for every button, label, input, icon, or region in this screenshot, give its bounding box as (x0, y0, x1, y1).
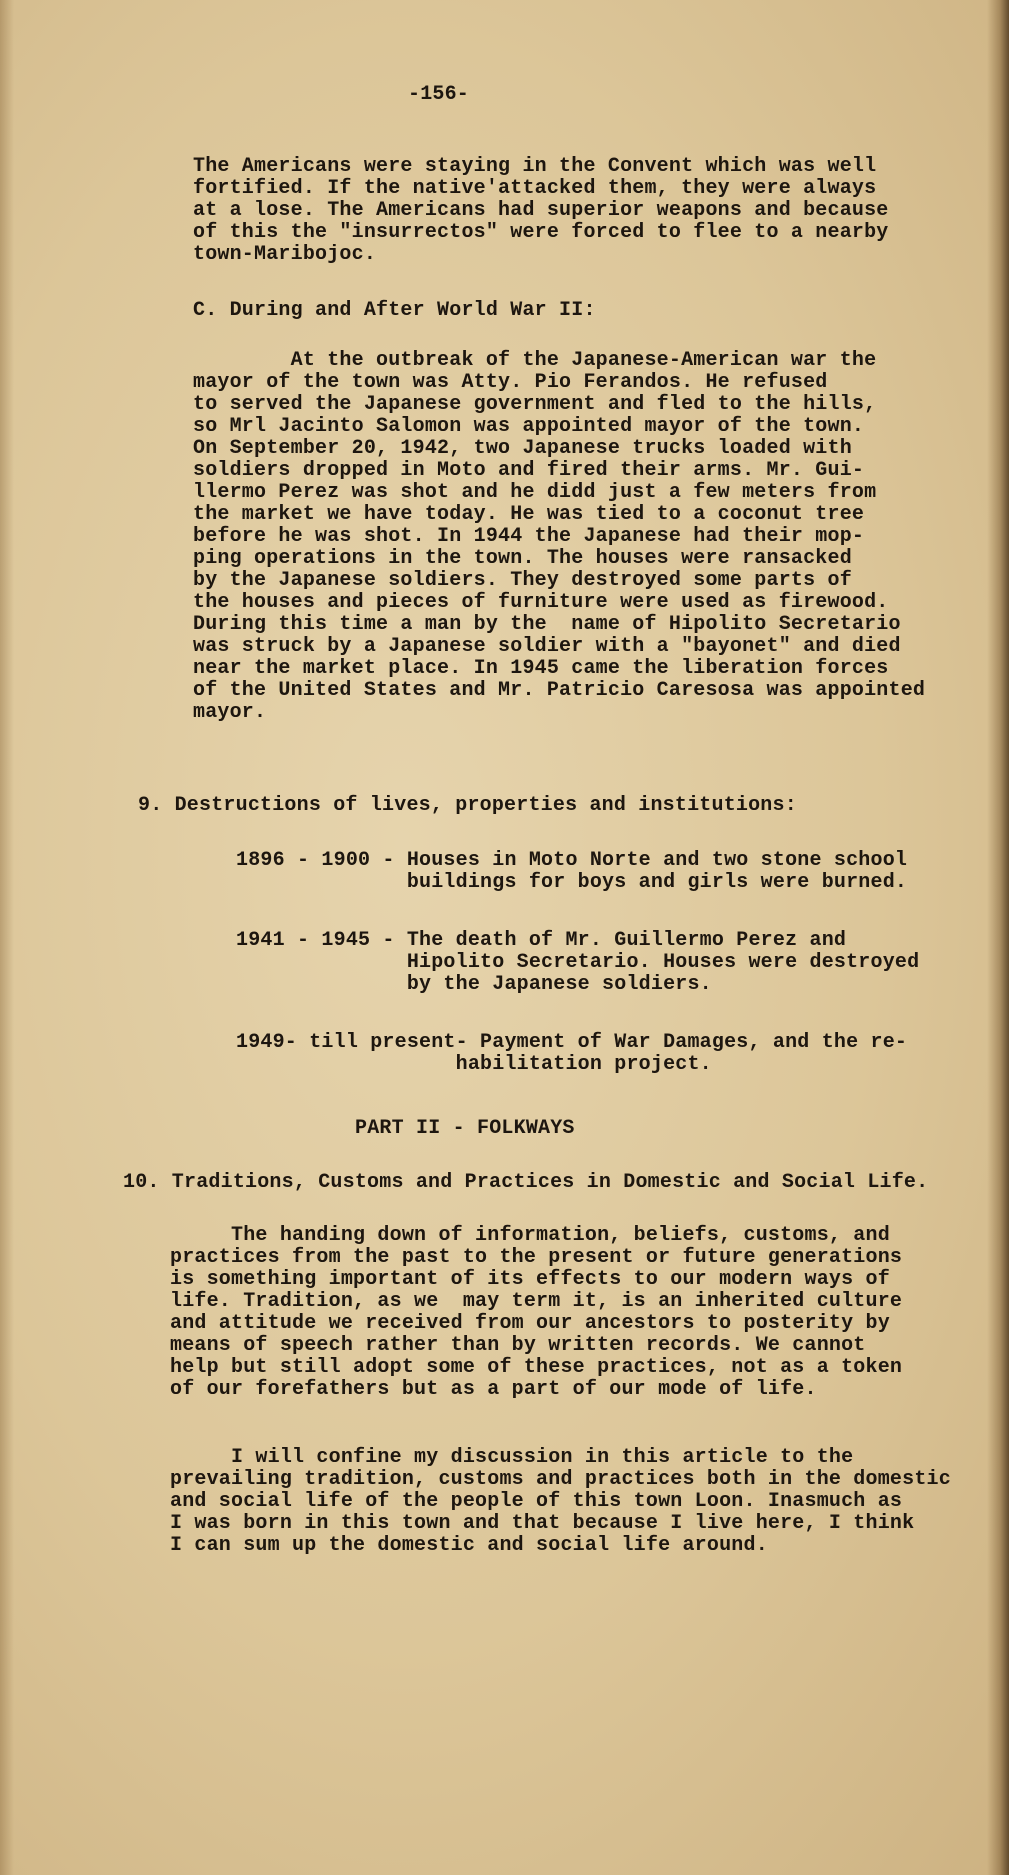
paragraph-americans-convent (193, 156, 889, 266)
page-number: -156- (408, 83, 470, 106)
text-line: of our forefathers but as a part of our mode of life. (170, 1378, 817, 1401)
text-line: On September 20, 1942, two Japanese trucks loaded with (193, 437, 852, 460)
text-line: mayor of the town was Atty. Pio Ferandos. He refused (193, 371, 828, 394)
text-line: fortified. If the native'attacked them, they were always (193, 177, 877, 200)
text-line: 1896 - 1900 - Houses in Moto Norte and two stone school (236, 849, 908, 872)
page-left-shadow (0, 0, 14, 1875)
text-line: and attitude we received from our ancestors to posterity by (170, 1312, 890, 1335)
text-line: town-Maribojoc. (193, 243, 377, 266)
text-line: habilitation project. (236, 1053, 712, 1076)
text-line: life. Tradition, as we may term it, is an inherited culture (170, 1290, 903, 1313)
text-line: I will confine my discussion in this article to the (170, 1446, 854, 1469)
text-line: before he was shot. In 1944 the Japanese had their mop- (193, 525, 865, 548)
text-line: of this the "insurrectos" were forced to flee to a nearby (193, 221, 889, 244)
text-line: mayor. (193, 701, 267, 724)
text-line: Hipolito Secretario. Houses were destroyed (236, 951, 920, 974)
text-line: buildings for boys and girls were burned. (236, 871, 908, 894)
text-line: The Americans were staying in the Convent which was well (193, 155, 877, 178)
text-line: The handing down of information, beliefs, customs, and (170, 1224, 890, 1247)
text-line: At the outbreak of the Japanese-American war the (193, 349, 877, 372)
paragraph-tradition-definition (170, 1225, 902, 1401)
text-line: During this time a man by the name of Hipolito Secretario (193, 613, 901, 636)
text-line: the houses and pieces of furniture were used as firewood. (193, 591, 889, 614)
text-line: soldiers dropped in Moto and fired their arms. Mr. Gui- (193, 459, 865, 482)
text-line: prevailing tradition, customs and practices both in the domestic (170, 1468, 951, 1491)
item-9-heading: 9. Destructions of lives, properties and institutions: (138, 794, 797, 817)
destruction-entry-1896 (236, 850, 907, 894)
text-line: to served the Japanese government and fled to the hills, (193, 393, 877, 416)
text-line: so Mrl Jacinto Salomon was appointed mayor of the town. (193, 415, 865, 438)
item-10-heading: 10. Traditions, Customs and Practices in Domestic and Social Life. (123, 1171, 929, 1194)
text-line: of the United States and Mr. Patricio Caresosa was appointed (193, 679, 926, 702)
destruction-entry-1949 (236, 1032, 907, 1076)
paragraph-discussion-scope (170, 1447, 951, 1557)
text-line: is something important of its effects to our modern ways of (170, 1268, 890, 1291)
text-line: at a lose. The Americans had superior weapons and because (193, 199, 889, 222)
page-right-shadow (987, 0, 1009, 1875)
text-line: I was born in this town and that because I live here, I think (170, 1512, 915, 1535)
text-line: near the market place. In 1945 came the liberation forces (193, 657, 889, 680)
destruction-entry-1941 (236, 930, 919, 996)
part-2-heading: PART II - FOLKWAYS (355, 1117, 575, 1140)
text-line: 1949- till present- Payment of War Damages, and the re- (236, 1031, 908, 1054)
text-line: and social life of the people of this town Loon. Inasmuch as (170, 1490, 903, 1513)
text-line: the market we have today. He was tied to a coconut tree (193, 503, 865, 526)
text-line: 1941 - 1945 - The death of Mr. Guillermo Perez and (236, 929, 847, 952)
text-line: I can sum up the domestic and social life around. (170, 1534, 768, 1557)
text-line: was struck by a Japanese soldier with a "bayonet" and died (193, 635, 901, 658)
text-line: means of speech rather than by written records. We cannot (170, 1334, 866, 1357)
text-line: llermo Perez was shot and he didd just a few meters from (193, 481, 877, 504)
text-line: practices from the past to the present or future generations (170, 1246, 903, 1269)
text-line: ping operations in the town. The houses were ransacked (193, 547, 852, 570)
paragraph-japanese-occupation (193, 350, 925, 724)
text-line: by the Japanese soldiers. They destroyed some parts of (193, 569, 852, 592)
text-line: help but still adopt some of these practices, not as a token (170, 1356, 903, 1379)
section-heading-world-war-ii: C. During and After World War II: (193, 299, 596, 322)
text-line: by the Japanese soldiers. (236, 973, 712, 996)
